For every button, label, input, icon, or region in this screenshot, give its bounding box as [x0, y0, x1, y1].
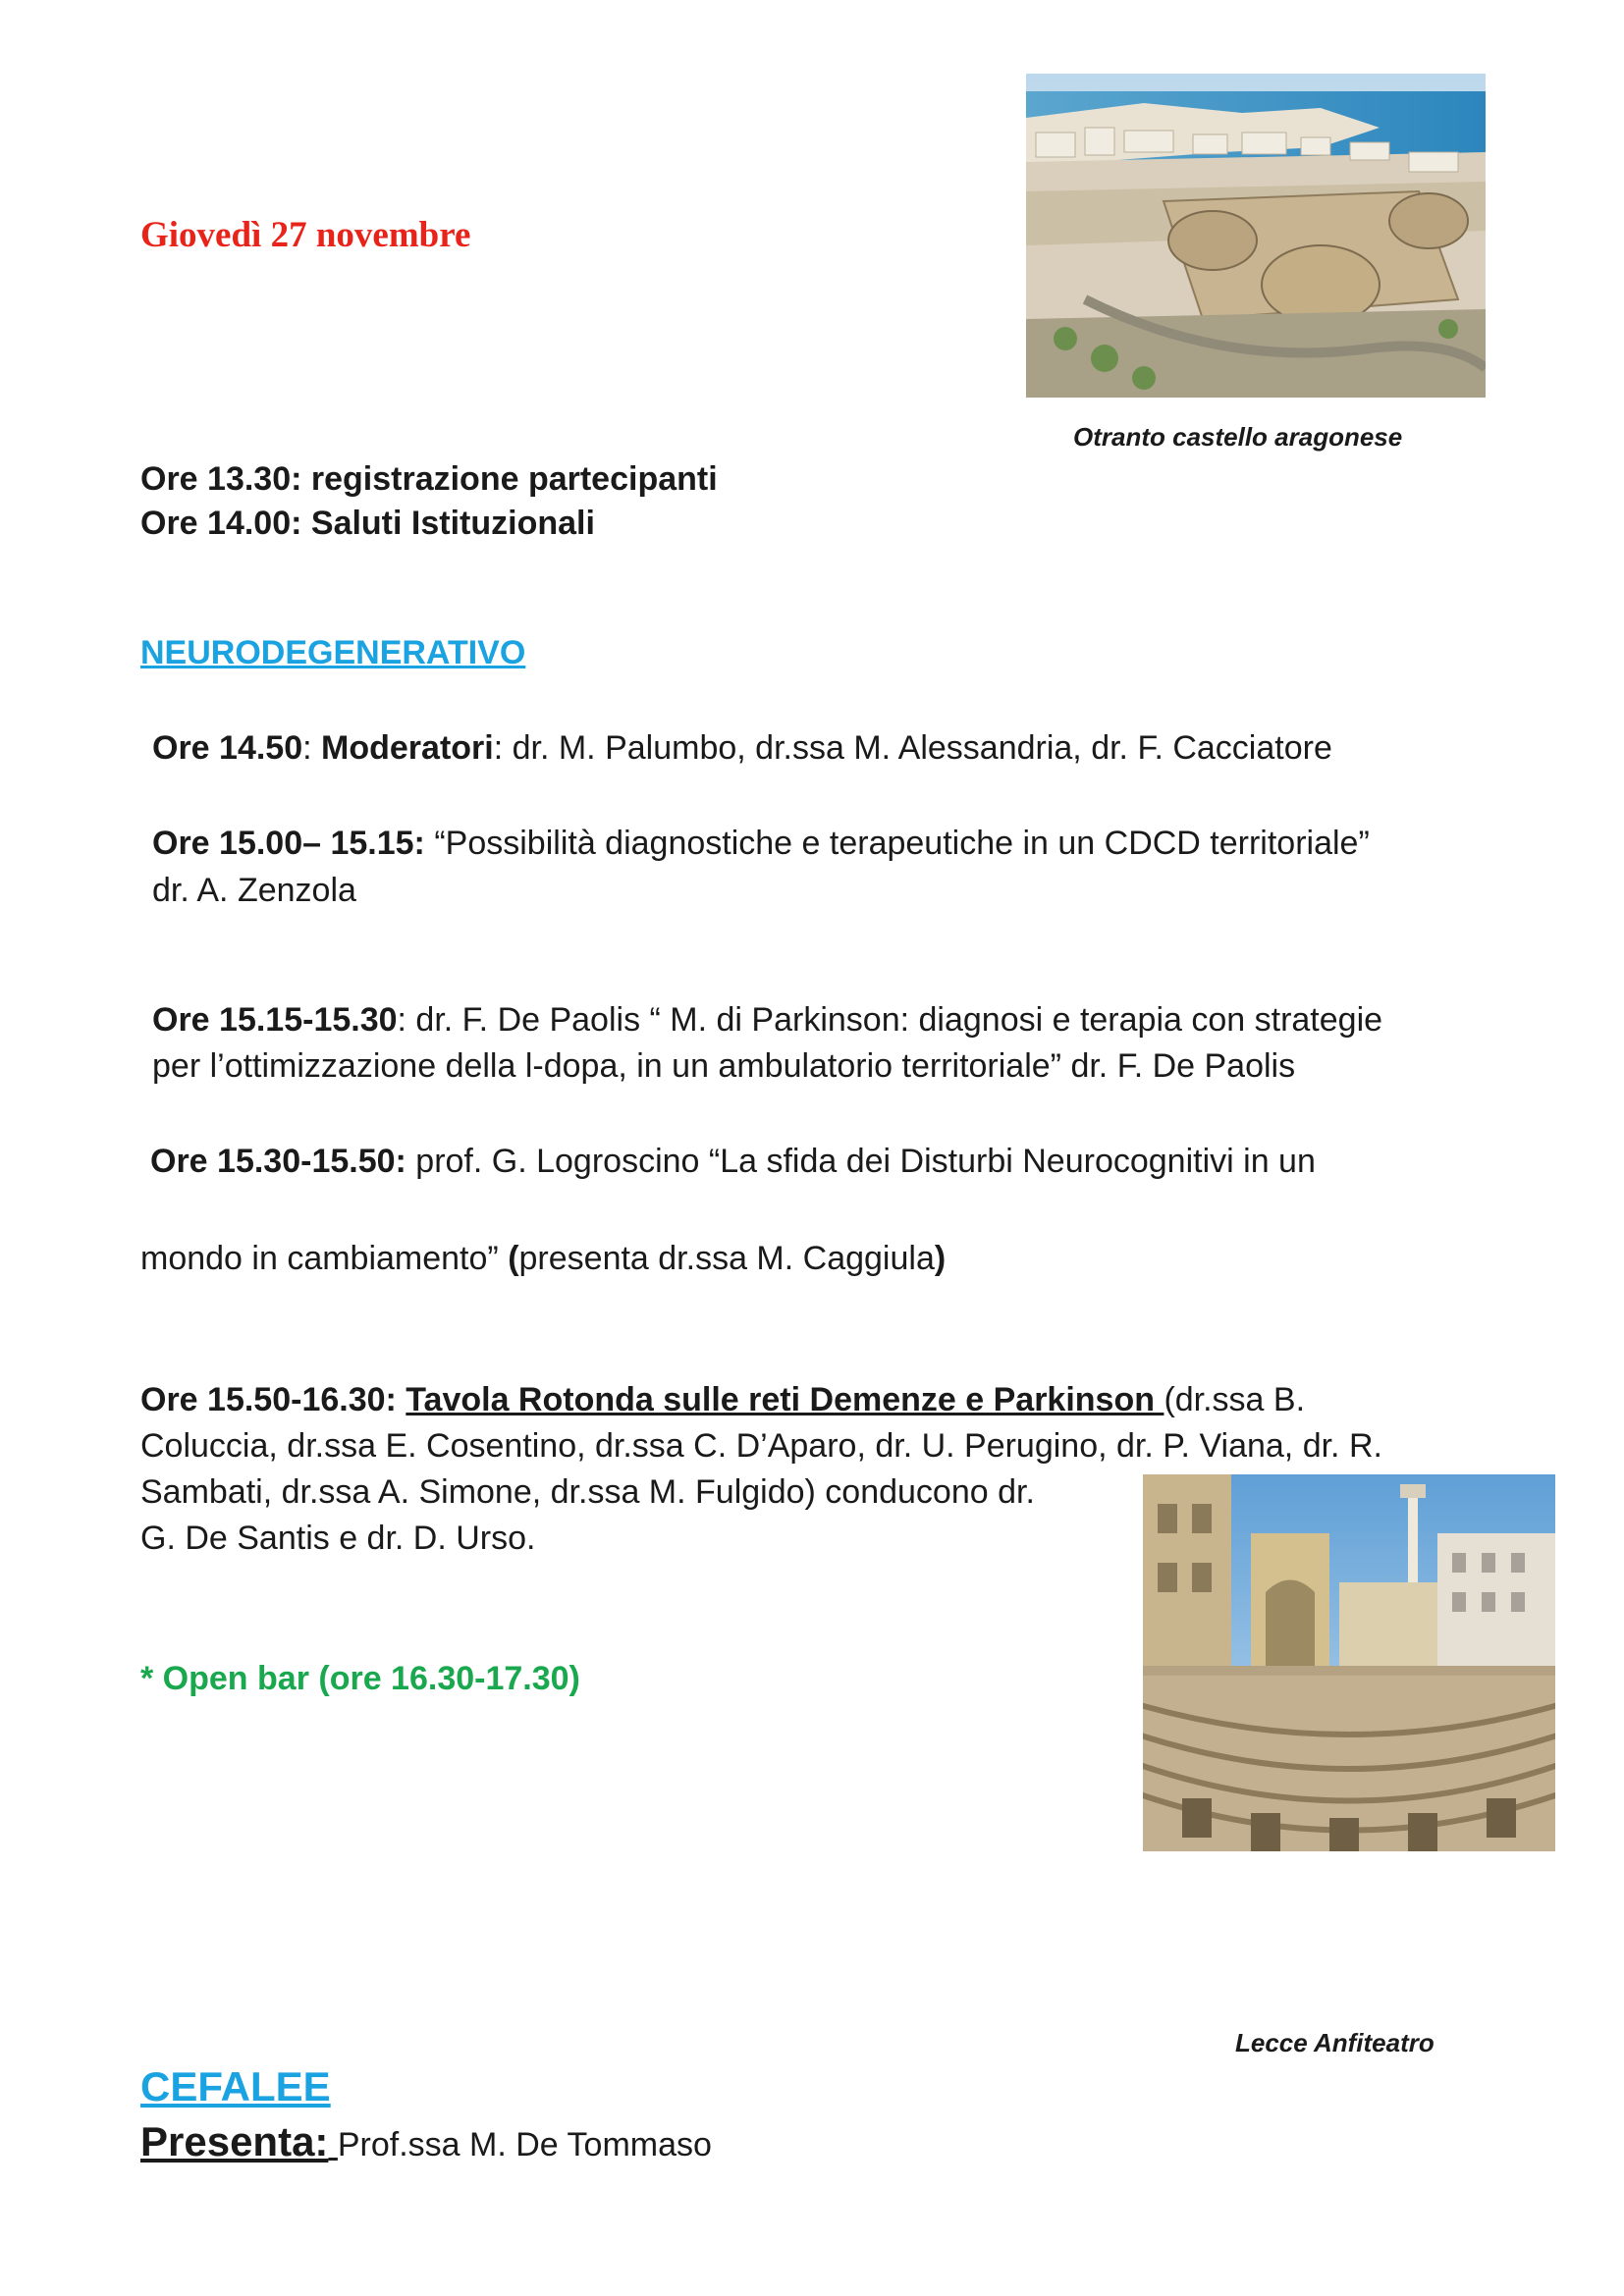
participants-line: Sambati, dr.ssa A. Simone, dr.ssa M. Fulgido) conducono dr. — [140, 1473, 1035, 1511]
tavola-rotonda-title: Tavola Rotonda sulle reti Demenze e Parkinson — [406, 1381, 1164, 1418]
presenter-name: Prof.ssa M. De Tommaso — [337, 2126, 712, 2163]
cefalee-presenter — [140, 2118, 712, 2165]
separator: : — [302, 729, 322, 767]
paren-close: ) — [934, 1240, 947, 1277]
talk-title: : dr. F. De Paolis “ M. di Parkinson: diagnosi e terapia con strategie — [397, 1001, 1383, 1039]
schedule-item-1530-cont — [140, 1236, 946, 1281]
lecce-caption: Lecce Anfiteatro — [1235, 2028, 1435, 2057]
schedule-item-1515 — [152, 997, 1382, 1042]
time-label: Ore 15.50-16.30: — [140, 1381, 406, 1418]
section-cefalee-title: CEFALEE — [140, 2063, 331, 2109]
time-label: Ore 15.15-15.30 — [152, 1001, 398, 1039]
day-title: Giovedì 27 novembre — [140, 215, 471, 255]
time-label: Ore 14.50 — [152, 729, 303, 767]
otranto-caption: Otranto castello aragonese — [1073, 422, 1403, 452]
section-neurodegenerativo-title: NEURODEGENERATIVO — [140, 634, 526, 671]
presenter-label: Presenta: — [140, 2118, 329, 2164]
schedule-item-tavola-rotonda — [140, 1377, 1305, 1422]
talk-title: “Possibilità diagnostiche e terapeutiche in un CDCD territoriale” — [424, 825, 1370, 862]
schedule-item-1500-speaker: dr. A. Zenzola — [152, 872, 356, 909]
open-bar-note: * Open bar (ore 16.30-17.30) — [140, 1660, 580, 1697]
participants-line: Coluccia, dr.ssa E. Cosentino, dr.ssa C. D’Aparo, dr. U. Perugino, dr. P. Viana, dr. R. — [140, 1427, 1382, 1465]
intro-greetings: Ore 14.00: Saluti Istituzionali — [140, 505, 595, 542]
time-label: Ore 15.30-15.50: — [150, 1143, 406, 1180]
moderatori-names: : dr. M. Palumbo, dr.ssa M. Alessandria, dr. F. Cacciatore — [493, 729, 1332, 767]
intro-registration: Ore 13.30: registrazione partecipanti — [140, 460, 718, 498]
moderatori-label: Moderatori — [321, 729, 494, 767]
presenter: presenta dr.ssa M. Caggiula — [518, 1240, 935, 1277]
time-label: Ore 15.00– 15.15: — [152, 825, 425, 862]
presenter-label-space — [328, 2126, 337, 2163]
participants-line: G. De Santis e dr. D. Urso. — [140, 1520, 536, 1557]
schedule-item-1500 — [152, 821, 1370, 866]
otranto-castle-photo — [1026, 74, 1486, 398]
participants-line: (dr.ssa B. — [1164, 1381, 1306, 1418]
schedule-item-1515-cont: per l’ottimizzazione della l-dopa, in un ambulatorio territoriale” dr. F. De Paolis — [152, 1047, 1296, 1085]
talk-title: prof. G. Logroscino “La sfida dei Disturbi Neurocognitivi in un — [406, 1143, 1316, 1180]
paren-open: ( — [508, 1240, 519, 1277]
schedule-item-1530 — [150, 1139, 1316, 1184]
lecce-amphitheatre-photo — [1143, 1474, 1555, 1851]
talk-title-cont: mondo in cambiamento” — [140, 1240, 509, 1277]
schedule-item-moderatori — [152, 725, 1332, 771]
